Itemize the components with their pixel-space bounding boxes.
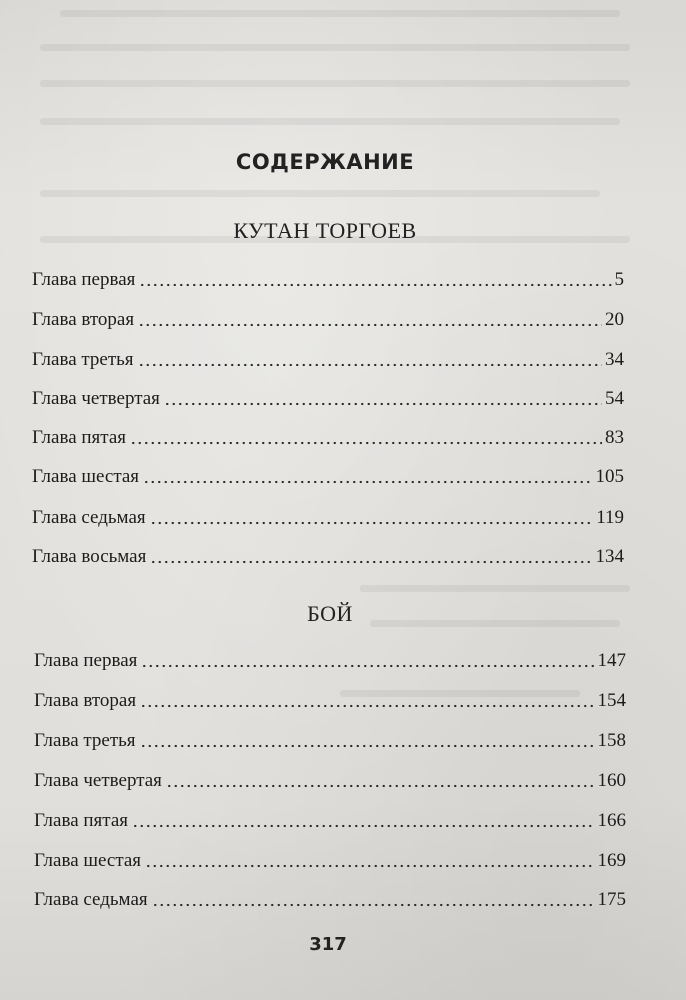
chapter-label: Глава четвертая bbox=[32, 388, 160, 409]
page-ref: 54 bbox=[605, 388, 624, 409]
chapter-label: Глава четвертая bbox=[34, 770, 162, 791]
toc-entry[interactable] bbox=[32, 348, 624, 372]
dot-leader bbox=[150, 521, 594, 525]
toc-entry[interactable] bbox=[32, 268, 624, 292]
chapter-label: Глава первая bbox=[32, 269, 136, 290]
show-through-line bbox=[60, 10, 620, 17]
show-through-line bbox=[40, 44, 630, 51]
toc-entry[interactable] bbox=[34, 769, 626, 793]
dot-leader bbox=[145, 864, 594, 868]
section-title: БОЙ bbox=[307, 601, 353, 626]
page-ref: 105 bbox=[595, 466, 624, 487]
dot-leader bbox=[130, 441, 602, 445]
dot-leader bbox=[143, 480, 592, 484]
chapter-label: Глава седьмая bbox=[34, 889, 148, 910]
page-ref: 83 bbox=[605, 427, 624, 448]
dot-leader bbox=[140, 744, 595, 748]
toc-entry[interactable] bbox=[32, 545, 624, 569]
page-ref: 20 bbox=[605, 309, 624, 330]
dot-leader bbox=[150, 560, 592, 564]
dot-leader bbox=[164, 402, 602, 406]
page-ref: 154 bbox=[597, 690, 626, 711]
chapter-label: Глава вторая bbox=[32, 309, 135, 330]
show-through-line bbox=[40, 118, 620, 125]
page-ref: 169 bbox=[597, 850, 626, 871]
chapter-label: Глава шестая bbox=[34, 850, 142, 871]
dot-leader bbox=[138, 363, 602, 367]
dot-leader bbox=[132, 824, 595, 828]
chapter-label: Глава пятая bbox=[34, 810, 128, 831]
toc-entry[interactable] bbox=[32, 426, 624, 450]
page-ref: 160 bbox=[597, 770, 626, 791]
chapter-label: Глава седьмая bbox=[32, 507, 146, 528]
toc-entry[interactable] bbox=[32, 387, 624, 411]
toc-entry[interactable] bbox=[32, 506, 624, 530]
toc-entry[interactable] bbox=[34, 729, 626, 753]
toc-entry[interactable] bbox=[34, 809, 626, 833]
section-title: КУТАН ТОРГОЕВ bbox=[233, 218, 417, 243]
page-number: 317 bbox=[309, 934, 347, 955]
show-through-line bbox=[40, 190, 600, 197]
toc-entry[interactable] bbox=[32, 308, 624, 332]
chapter-label: Глава восьмая bbox=[32, 546, 147, 567]
page-ref: 5 bbox=[614, 269, 624, 290]
dot-leader bbox=[166, 784, 595, 788]
show-through-line bbox=[360, 585, 630, 592]
toc-entry[interactable] bbox=[34, 689, 626, 713]
page-ref: 119 bbox=[596, 507, 624, 528]
dot-leader bbox=[139, 283, 611, 287]
toc-entry[interactable] bbox=[32, 465, 624, 489]
chapter-label: Глава шестая bbox=[32, 466, 140, 487]
dot-leader bbox=[152, 903, 595, 907]
toc-entry[interactable] bbox=[34, 649, 626, 673]
page-ref: 158 bbox=[597, 730, 626, 751]
dot-leader bbox=[141, 664, 594, 668]
chapter-label: Глава третья bbox=[32, 349, 134, 370]
page-ref: 166 bbox=[597, 810, 626, 831]
toc-heading: СОДЕРЖАНИЕ bbox=[235, 150, 415, 174]
chapter-label: Глава вторая bbox=[34, 690, 137, 711]
dot-leader bbox=[138, 323, 602, 327]
page-ref: 34 bbox=[605, 349, 624, 370]
toc-entry[interactable] bbox=[34, 849, 626, 873]
dot-leader bbox=[140, 704, 594, 708]
toc-entry[interactable] bbox=[34, 888, 626, 912]
page-ref: 134 bbox=[595, 546, 624, 567]
show-through-line bbox=[40, 80, 630, 87]
page-ref: 147 bbox=[597, 650, 626, 671]
chapter-label: Глава третья bbox=[34, 730, 136, 751]
chapter-label: Глава первая bbox=[34, 650, 138, 671]
page-ref: 175 bbox=[597, 889, 626, 910]
chapter-label: Глава пятая bbox=[32, 427, 126, 448]
